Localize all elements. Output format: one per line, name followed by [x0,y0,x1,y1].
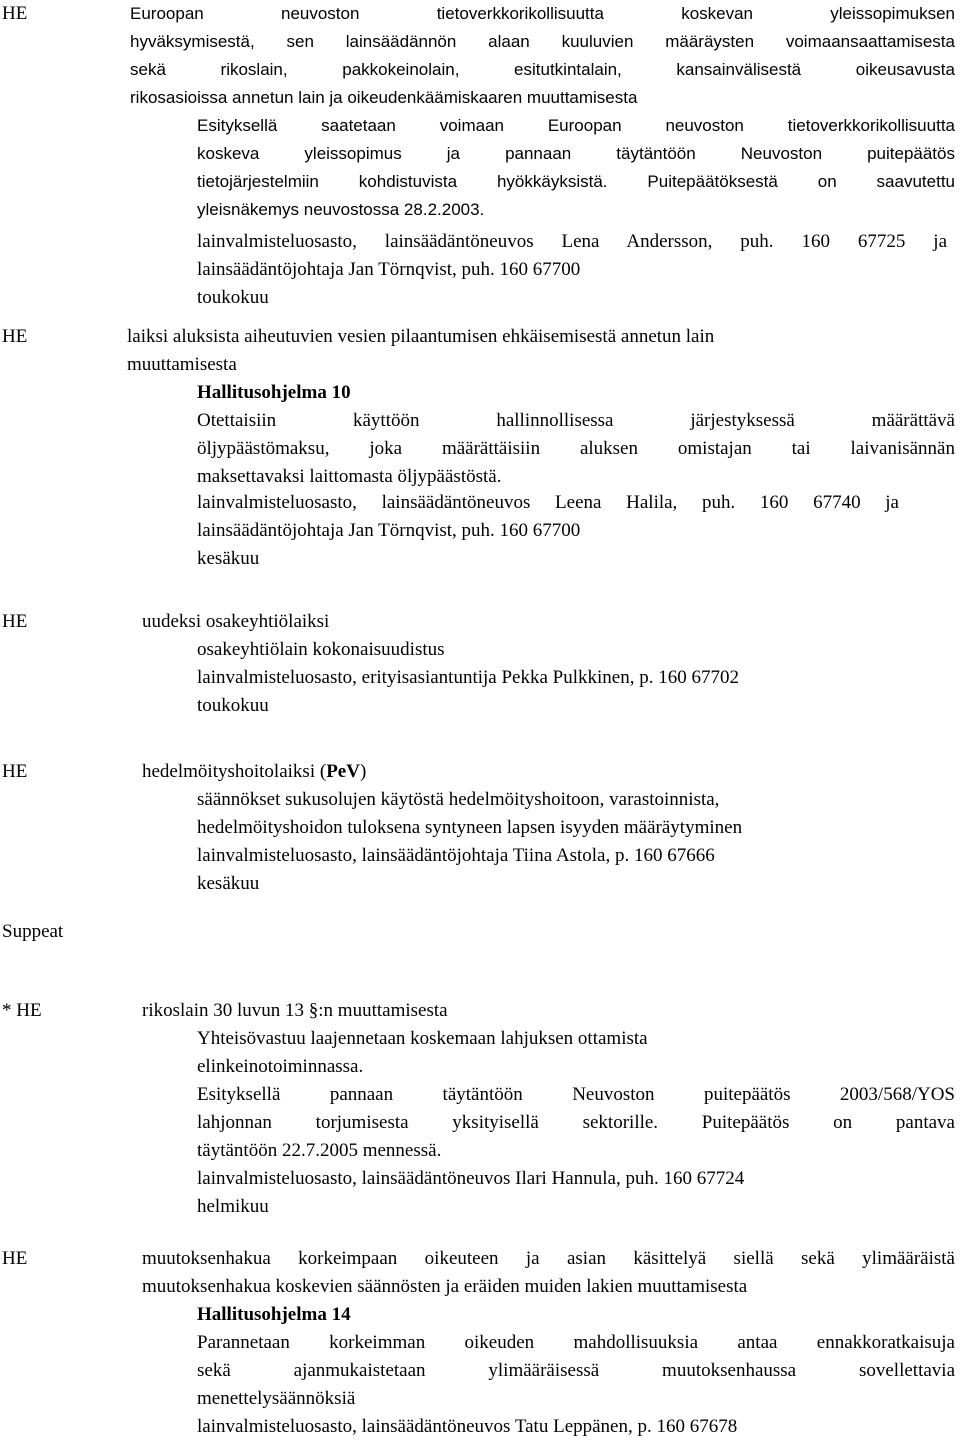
proposal-body: Hallitusohjelma 14 Parannetaan korkeimman oikeuden mahdollisuuksia antaa ennakkoratkaisuja sekä ajanmukaistetaan ylimääräisessä muutoksenhaussa sovellettavia menettelysäännöksiä lainvalmisteluosasto, lainsäädäntöneuvos Tatu Leppänen, p. 160 67678 [197,1301,955,1441]
proposal-contact: lainvalmisteluosasto, lainsäädäntöneuvos Lena Andersson, puh. 160 67725 ja lainsäädäntöjohtaja Jan Törnqvist, puh. 160 67700 toukokuu [197,228,947,312]
proposal-type-tag: HE [2,611,28,632]
proposal-type-tag: HE [2,1248,28,1269]
proposal-body: säännökset sukusolujen käytöstä hedelmöityshoitoon, varastoinnista, hedelmöityshoidon tuloksena syntyneen lapsen isyyden määräytyminen lainvalmisteluosasto, lainsäädäntöjohtaja Tiina Astola, p. 160 67666 kesäkuu [197,786,742,898]
proposal-body: osakeyhtiölain kokonaisuudistus lainvalmisteluosasto, erityisasiantuntija Pekka Pulkkinen, p. 160 67702 toukokuu [197,636,739,720]
proposal-description: Esityksellä saatetaan voimaan Euroopan neuvoston tietoverkkorikollisuutta koskeva yleissopimus ja pannaan täytäntöön Neuvoston puitepäätös tietojärjestelmiin kohdistuvista hyökkäyksistä. Puitepäätöksestä on saavutettu yleisnäkemys neuvostossa 28.2.2003. [197,116,955,219]
proposal-month: kesäkuu [197,548,260,569]
proposal-contact: lainvalmisteluosasto, lainsäädäntöneuvos Ilari Hannula, puh. 160 67724 [197,1168,745,1189]
proposal-title: uudeksi osakeyhtiölaiksi [142,611,330,632]
proposal-contact: lainvalmisteluosasto, erityisasiantuntija Pekka Pulkkinen, p. 160 67702 [197,667,739,688]
proposal-type-tag: HE [2,326,28,347]
proposal-month: toukokuu [197,287,269,308]
proposal-contact: lainvalmisteluosasto, lainsäädäntöneuvos Tatu Leppänen, p. 160 67678 [197,1416,738,1437]
proposal-month: helmikuu [197,1196,269,1217]
proposal-title: hedelmöityshoitolaiksi (PeV) [142,761,367,782]
proposal-contact: lainvalmisteluosasto, lainsäädäntöjohtaja Tiina Astola, p. 160 67666 [197,845,715,866]
government-program-ref: Hallitusohjelma 14 [197,1304,351,1325]
proposal-month: toukokuu [197,695,269,716]
section-heading: Suppeat [2,921,64,942]
proposal-title: rikoslain 30 luvun 13 §:n muuttamisesta [142,1000,448,1021]
proposal-type-tag: HE [2,3,28,24]
proposal-contact: lainvalmisteluosasto, lainsäädäntöneuvos Leena Halila, puh. 160 67740 ja lainsäädäntöjohtaja Jan Törnqvist, puh. 160 67700 kesäkuu [197,489,899,573]
proposal-body: Hallitusohjelma 10 Otettaisiin käyttöön hallinnollisessa järjestyksessä määrättävä öljypäästömaksu, joka määrättäisiin aluksen omistajan tai laivanisännän maksettavaksi laittomasta öljypäästöstä. [197,379,955,491]
proposal-type-tag: HE [2,761,28,782]
proposal-type-tag: * HE [2,1000,42,1021]
government-program-ref: Hallitusohjelma 10 [197,382,351,403]
proposal-month: kesäkuu [197,873,260,894]
proposal-title: Euroopan neuvoston tietoverkkorikollisuutta koskevan yleissopimuksen hyväksymisestä, sen lainsäädännön alaan kuuluvien määräysten voimaansaattamisesta sekä rikoslain, pakkokeinolain, esitutkintalain, kansainvälisestä oikeusavusta rikosasioissa annetun lain ja oikeudenkäämiskaaren muuttamisesta [130,4,955,107]
committee-ref: PeV [326,761,360,782]
proposal-body: Yhteisövastuu laajennetaan koskemaan lahjuksen ottamista elinkeinotoiminnassa. Esityksellä pannaan täytäntöön Neuvoston puitepäätös 2003/568/YOS lahjonnan torjumisesta yksityisellä sektorille. Puitepäätös on pantava täytäntöön 22.7.2005 mennessä. lainvalmisteluosasto, lainsäädäntöneuvos Ilari Hannula, puh. 160 67724 helmikuu [197,1025,955,1221]
proposal-title: laiksi aluksista aiheutuvien vesien pilaantumisen ehkäisemisestä annetun lain muuttamisesta [127,326,715,375]
proposal-title: muutoksenhakua korkeimpaan oikeuteen ja asian käsittelyä siellä sekä ylimääräistä muutoksenhakua koskevien säännösten ja eräiden muiden lakien muuttamisesta [142,1248,955,1297]
